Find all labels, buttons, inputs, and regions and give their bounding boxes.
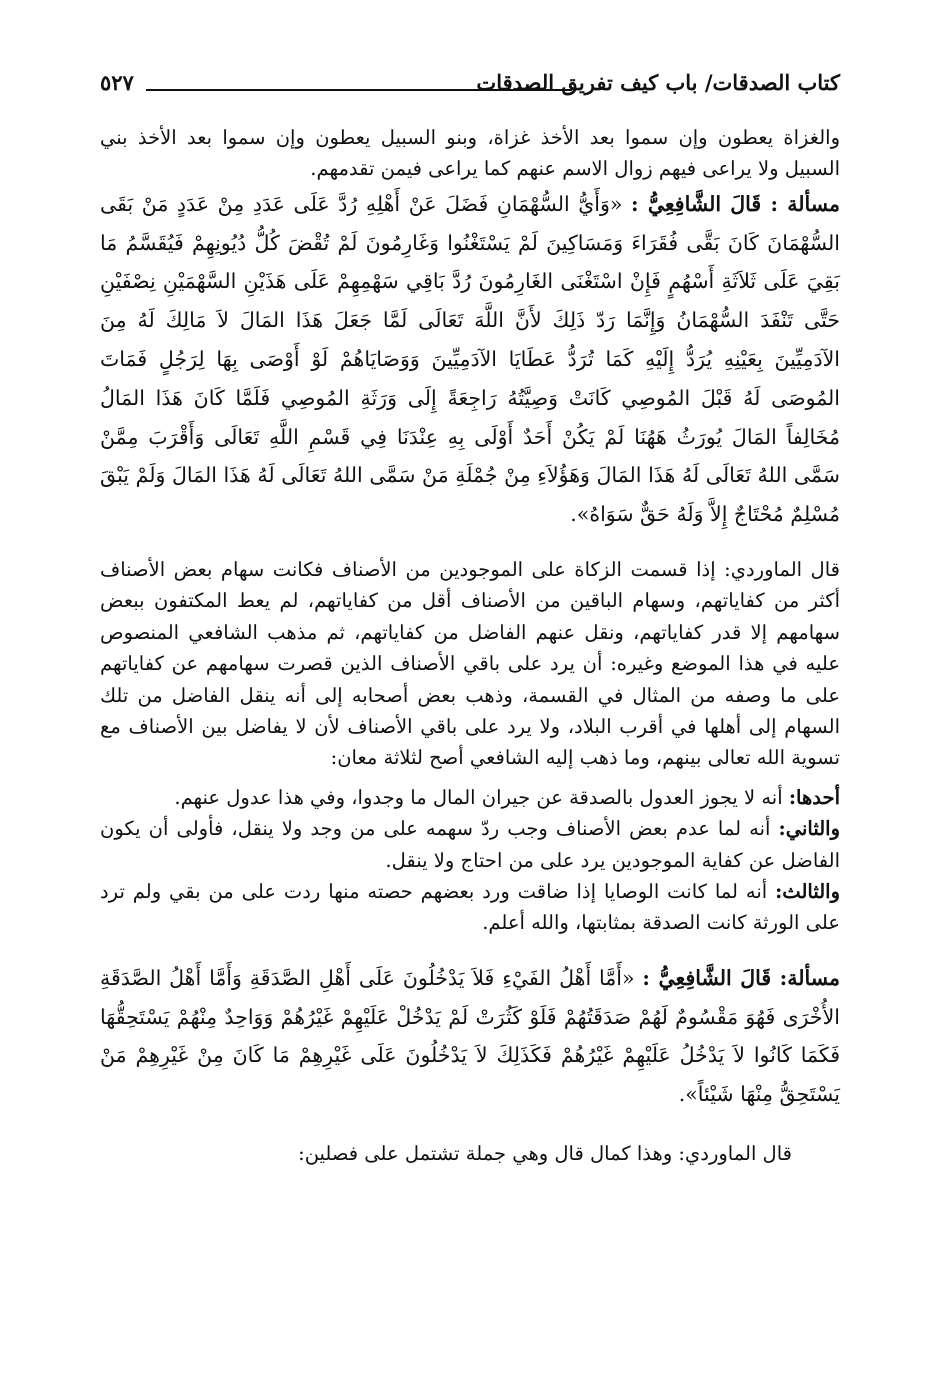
section-gap <box>100 939 840 959</box>
paragraph-mawardi-closing: قال الماوردي: وهذا كمال قال وهي جملة تشتمل على فصلين: <box>298 1142 792 1166</box>
shafii-quote: «وَأَيُّ السُّهْمَانِ فَضَلَ عَنْ أَهْلِهِ رُدَّ عَلَى عَدَدِ مِنْ عَدَدٍ مَنْ بَقَى السُّهْمَانَ كَانَ بَقَّى فُقَرَاءَ وَمَسَاكِينَ لَمْ يَسْتَغْنُوا وَغَارِمُونَ لَمْ تُقْضَ كُلُّ دُيُونِهِمْ فَيُقَسَّمُ مَا بَقِيَ عَلَى ثَلاَثَةِ أَسْهُمٍ فَإِنْ اسْتَغْنَى الغَارِمُونَ رُدَّ بَاقِي سَهْمِهِمْ عَلَى هَذَيْنِ السَّهْمَيْنِ نِصْفَيْنِ حَتَّى تَنْفَدَ السُّهْمَانُ وَإِنَّمَا رَدّ ذَلِكَ لأَنَّ اللَّهَ تَعَالَى لَمَّا جَعَلَ هَذَا المَالَ لاَ مَالِكَ لَهُ مِنَ الآدَمِيِّينَ بِعَيْنِهِ يُرَدُّ إِلَيْهِ كَمَا تُرَدُّ عَطَايَا الآدَمِيِّينَ وَوَصَايَاهُمْ لَوْ أَوْصَى بِهَا لِرَجُلٍ فَمَاتَ المُوصَى لَهُ قَبْلَ المُوصِي كَانَتْ وَصِيَّتُهُ رَاجِعَةً إِلَى وَرَثَةِ المُوصِي فَلَمَّا كَانَ هَذَا المَالُ مُخَالِفاً المَالَ يُورَثُ هَهُنَا لَمْ يَكُنْ أَحَدٌ أَوْلَى بِهِ عِنْدَنَا فِي قَسْمِ اللَّهِ تَعَالَى وَأَقْرَبَ مِمَّنْ سَمَّى اللهُ تَعَالَى لَهُ هَذَا المَالَ وَهَؤُلاَءِ مِنْ جُمْلَةِ مَنْ سَمَّى اللهُ تَعَالَى لَهُ هَذَا المَالَ وَلَمْ يَبْقَ مُسْلِمٌ مُحْتَاجٌ إِلاَّ وَلَهُ حَقٌّ سَوَاهُ». <box>100 191 840 527</box>
book-page <box>100 0 840 1374</box>
section-gap <box>100 534 840 554</box>
point-third <box>100 876 840 939</box>
masala-label: مسألة : قَالَ الشَّافِعِيُّ : <box>631 191 840 216</box>
running-title: كتاب الصدقات/ باب كيف تفريق الصدقات <box>476 70 840 95</box>
point-first <box>100 782 840 813</box>
masala-label: مسألة: قَالَ الشَّافِعِيُّ : <box>642 965 840 990</box>
paragraph-ghuzat: والغزاة يعطون وإن سموا بعد الأخذ غزاة، وبنو السبيل يعطون وإن سموا بعد الأخذ بني السبيل ولا يراعى فيهم زوال الاسم عنهم كما يراعى فيمن تقدمهم. <box>100 126 840 181</box>
point-first-label: أحدها: <box>788 785 840 809</box>
point-second-label: والثاني: <box>778 817 840 841</box>
point-third-text: أنه لما كانت الوصايا إذا ضاقت ورد بعضهم حصته منها ردت على من بقي ولم ترد على الورثة كانت الصدقة بمثابتها، والله أعلم. <box>100 880 840 935</box>
shafii-quote: «أَمَّا أَهْلُ الفَيْءِ فَلاَ يَدْخُلُونَ عَلَى أَهْلِ الصَّدَقَةِ وَأَمَّا أَهْلُ الصَّدَقَةِ الأُخْرَى فَهُوَ مَقْسُومٌ لَهُمْ صَدَقَتُهُمْ فَلَوْ كَثُرَتْ لَمْ يَدْخُلْ عَلَيْهِمْ غَيْرُهُمْ وَوَاحِدٌ مِنْهُمْ يَسْتَحِقُّهَا فَكَمَا كَانُوا لاَ يَدْخُلُ عَلَيْهِمْ غَيْرُهُمْ فَكَذَلِكَ لاَ يَدْخُلُونَ عَلَى غَيْرِهِمْ مَا كَانَ مِنْ غَيْرِهِمْ مَنْ يَسْتَحِقُّ مِنْهَا شَيْئاً». <box>100 965 840 1107</box>
point-first-text: أنه لا يجوز العدول بالصدقة عن جيران المال ما وجدوا، وفي هذا عدول عنهم. <box>174 785 783 809</box>
masala-shafii-fay <box>100 959 840 1114</box>
point-second-text: أنه لما عدم بعض الأصناف وجب ردّ سهمه على من وجد ولا ينقل، فأولى أن يكون الفاضل عن كفاية الموجودين يرد على من احتاج ولا ينقل. <box>100 817 840 872</box>
page-number: ٥٢٧ <box>100 70 134 95</box>
paragraph-mawardi-commentary: قال الماوردي: إذا قسمت الزكاة على الموجودين من الأصناف فكانت سهام بعض الأصناف أكثر من كفاياتهم، وسهام الباقين من الأصناف أقل من كفاياتهم، لم يعط المكتفون ببعض سهامهم إلا قدر كفاياتهم، ونقل عنهم الفاضل من كفاياتهم، ثم مذهب الشافعي المنصوص عليه في هذا الموضع وغيره: أن يرد على باقي الأصناف الذين قصرت سهامهم عن كفاياتهم على ما وصفه من المثال في القسمة، وذهب بعض أصحابه إلى أنه ينقل الفاضل من تلك السهام إلى أهلها في أقرب البلاد، ولا يرد على باقي الأصناف لأن لا يفاضل بين الأصناف مع تسوية الله تعالى بينهم، وما ذهب إليه الشافعي أصح لثلاثة معان: <box>100 557 840 770</box>
header-rule <box>146 89 572 91</box>
page-header <box>100 70 840 110</box>
point-second <box>100 813 840 876</box>
masala-shafii-sahman <box>100 185 840 534</box>
point-third-label: والثالث: <box>775 880 840 904</box>
page-body <box>100 122 840 1169</box>
